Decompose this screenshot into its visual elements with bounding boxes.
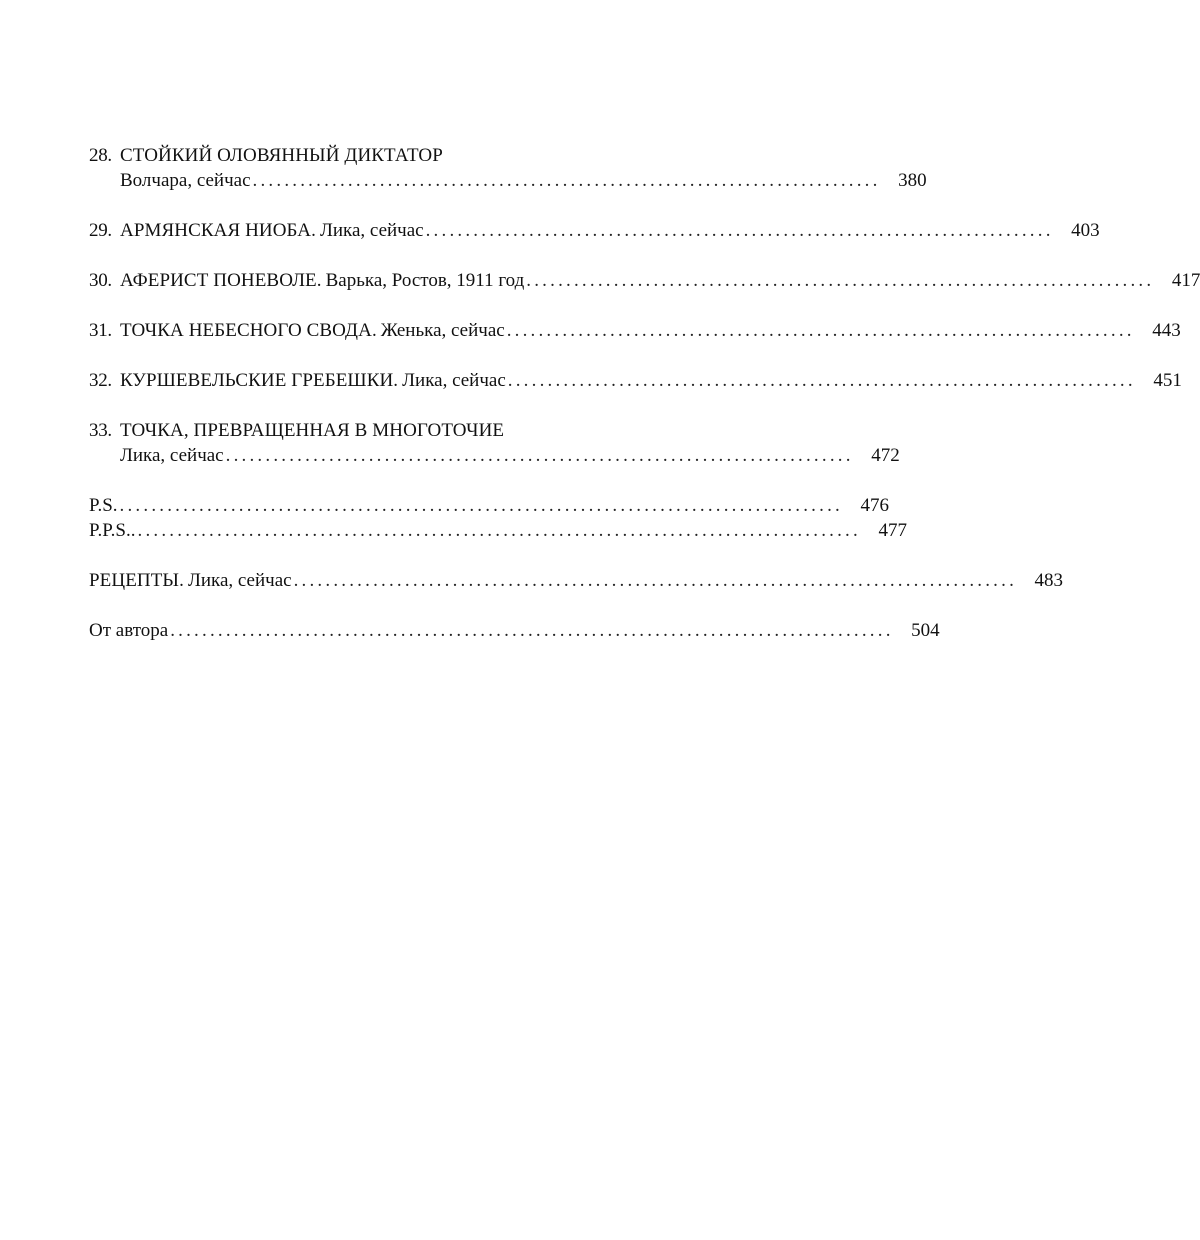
page-number: 476 bbox=[860, 495, 889, 516]
toc-entry-ps[interactable] bbox=[89, 493, 889, 518]
page-number: 477 bbox=[878, 520, 907, 541]
dot-leader: ............................................................................... bbox=[507, 370, 1136, 391]
chapter-number: 30. bbox=[89, 270, 112, 291]
chapter-title: АРМЯНСКАЯ НИОБА. bbox=[120, 220, 316, 241]
chapter-number: 33. bbox=[89, 420, 112, 441]
page-number: 451 bbox=[1153, 370, 1182, 391]
dot-leader: ........................................................................................... bbox=[293, 570, 1018, 591]
chapter-title: КУРШЕВЕЛЬСКИЕ ГРЕБЕШКИ. bbox=[120, 370, 399, 391]
chapter-number: 29. bbox=[89, 220, 112, 241]
chapter-subtitle: Лика, сейчас bbox=[120, 445, 224, 466]
section-subtitle: Лика, сейчас bbox=[187, 570, 292, 591]
page-number: 472 bbox=[871, 445, 900, 466]
dot-leader: ............................................................................... bbox=[506, 320, 1135, 341]
chapter-title: СТОЙКИЙ ОЛОВЯННЫЙ ДИКТАТОР bbox=[120, 145, 443, 166]
chapter-title: АФЕРИСТ ПОНЕВОЛЕ. bbox=[120, 270, 322, 291]
dot-leader: ........................................................................................... bbox=[119, 495, 843, 516]
toc-entry-29[interactable] bbox=[89, 218, 1100, 243]
chapter-subtitle: Волчара, сейчас bbox=[120, 170, 251, 191]
entry-label: От автора bbox=[89, 620, 169, 641]
page-number: 483 bbox=[1034, 570, 1064, 591]
page-number: 380 bbox=[898, 170, 927, 191]
dot-leader: ........................................................................................... bbox=[170, 620, 894, 641]
toc-entry-line bbox=[89, 318, 1181, 343]
toc-entry-line bbox=[89, 268, 1200, 293]
chapter-subtitle: Лика, сейчас bbox=[319, 220, 424, 241]
chapter-subtitle: Варька, Ростов, 1911 год bbox=[325, 270, 525, 291]
page-number: 443 bbox=[1152, 320, 1181, 341]
toc-entry-31[interactable] bbox=[89, 318, 1181, 343]
dot-leader: ............................................................................... bbox=[225, 445, 854, 466]
toc-entry-pps[interactable] bbox=[89, 518, 907, 543]
toc-entry-33[interactable] bbox=[89, 418, 900, 468]
dot-leader: ............................................................................... bbox=[526, 270, 1155, 291]
toc-entry-32[interactable] bbox=[89, 368, 1182, 393]
toc-entry-line bbox=[89, 368, 1182, 393]
chapter-title: ТОЧКА, ПРЕВРАЩЕННАЯ В МНОГОТОЧИЕ bbox=[120, 420, 505, 441]
chapter-number: 31. bbox=[89, 320, 112, 341]
toc-entry-line bbox=[89, 493, 889, 518]
chapter-subtitle: Женька, сейчас bbox=[380, 320, 505, 341]
chapter-title: ТОЧКА НЕБЕСНОГО СВОДА. bbox=[120, 320, 377, 341]
toc-entry-line bbox=[89, 568, 1064, 593]
page-number: 504 bbox=[911, 620, 940, 641]
toc-entry-subline bbox=[89, 443, 900, 468]
toc-entry-line bbox=[89, 218, 1100, 243]
toc-entry-30[interactable] bbox=[89, 268, 1200, 293]
section-title: РЕЦЕПТЫ. bbox=[89, 570, 184, 591]
toc-entry-line bbox=[89, 518, 907, 543]
dot-leader: ............................................................................... bbox=[425, 220, 1054, 241]
chapter-number: 32. bbox=[89, 370, 112, 391]
dot-leader: ............................................................................... bbox=[252, 170, 881, 191]
toc-entry-subline bbox=[89, 168, 927, 193]
dot-leader: ........................................................................................... bbox=[137, 520, 861, 541]
toc-entry-28[interactable] bbox=[89, 143, 927, 193]
toc-entry-heading bbox=[89, 418, 652, 443]
chapter-subtitle: Лика, сейчас bbox=[402, 370, 506, 391]
page-number: 403 bbox=[1071, 220, 1100, 241]
toc-entry-line bbox=[89, 618, 940, 643]
toc-entry-heading bbox=[89, 143, 652, 168]
toc-entry-recipes[interactable] bbox=[89, 568, 1064, 593]
page-number: 417 bbox=[1171, 270, 1200, 291]
entry-label: P.S. bbox=[89, 495, 118, 516]
toc-entry-author[interactable] bbox=[89, 618, 940, 643]
entry-label: P.P.S.. bbox=[89, 520, 136, 541]
chapter-number: 28. bbox=[89, 145, 112, 166]
